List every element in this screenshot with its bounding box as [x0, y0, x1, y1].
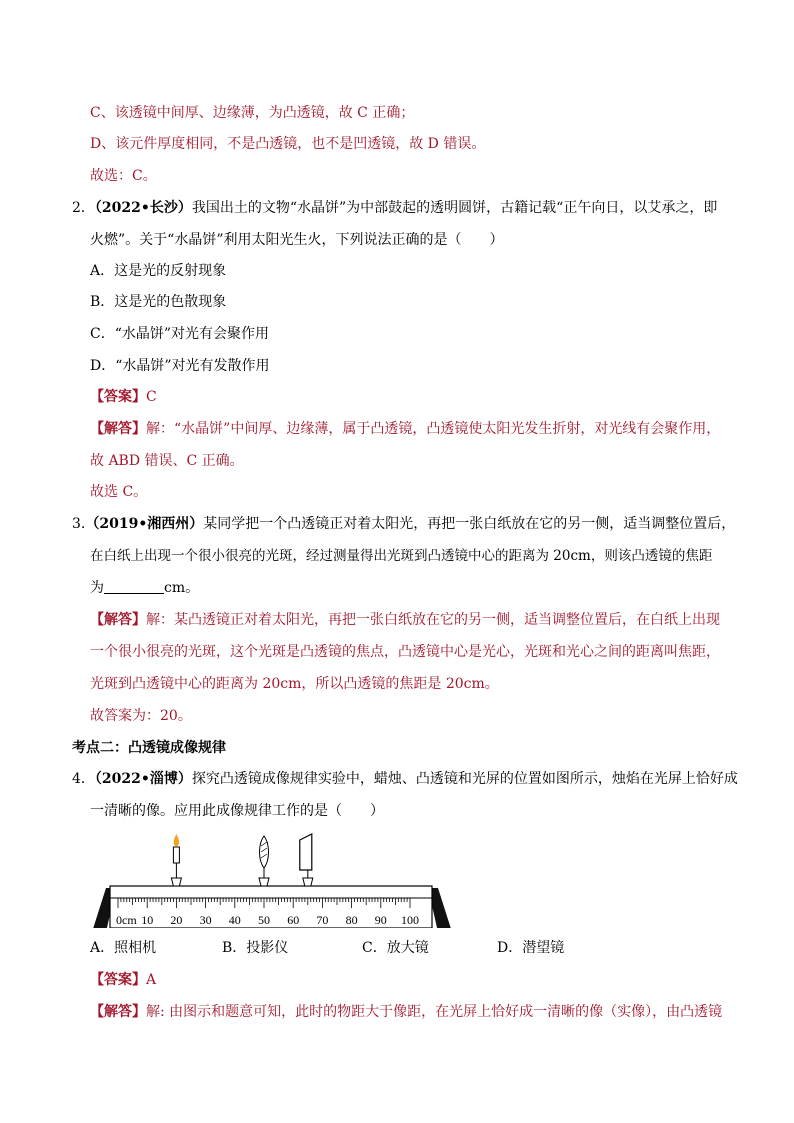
- q3-solution-line-2: 一个很小很亮的光斑，这个光斑是凸透镜的焦点，凸透镜中心是光心，光斑和光心之间的距离叫焦距，: [90, 644, 720, 660]
- q2-solution-line-1: [90, 419, 720, 439]
- scale-label: 40: [228, 913, 241, 927]
- scale-label: 70: [316, 913, 329, 927]
- q4-option-c: C．放大镜: [362, 940, 429, 956]
- q4-stem-line-2: 一清晰的像。应用此成像规律工作的是（ ）: [90, 803, 384, 819]
- optical-bench-figure: [92, 828, 452, 928]
- q2-solution-tag: 【解答】: [90, 421, 146, 437]
- q2-stem-line-2: 火燃”。关于“水晶饼”利用太阳光生火，下列说法正确的是（ ）: [90, 232, 504, 248]
- light-screen: [300, 834, 313, 886]
- q2-option-c: C．“水晶饼”对光有会聚作用: [90, 326, 270, 342]
- convex-lens: [259, 836, 269, 886]
- scale-label: 10: [141, 913, 154, 927]
- convex-lens-icon: [260, 836, 269, 868]
- q4-solution-text: 解: 由图示和题意可知，此时的物距大于像距，在光屏上恰好成一清晰的像（实像），由凸透镜: [146, 1004, 723, 1020]
- q1-option-c-analysis: C、该透镜中间厚、边缘薄，为凸透镜，故 C 正确；: [90, 105, 415, 121]
- q3-stem-post: cm。: [164, 580, 200, 596]
- screen-base: [303, 878, 313, 886]
- q2-answer: [90, 387, 157, 407]
- q3-solution-tag: 【解答】: [90, 612, 146, 628]
- q4-stem-text: 探究凸透镜成像规律实验中，蜡烛、凸透镜和光屏的位置如图所示，烛焰在光屏上恰好成: [191, 771, 738, 787]
- q4-solution-tag: 【解答】: [90, 1004, 146, 1020]
- q2-conclusion: 故选 C。: [90, 484, 148, 500]
- q3-source: （2019•湘西州）: [85, 516, 204, 532]
- q2-stem-text: 我国出土的文物“水晶饼”为中部鼓起的透明圆饼，古籍记载“正午向日，以艾承之，即: [191, 200, 718, 216]
- q1-option-d-analysis: D、该元件厚度相同，不是凸透镜，也不是凹透镜，故 D 错误。: [90, 136, 486, 152]
- scale-label: 90: [374, 913, 387, 927]
- q3-solution-text: 解：某凸透镜正对着太阳光，再把一张白纸放在它的另一侧，适当调整位置后，在白纸上出现: [146, 612, 720, 628]
- q2-stem-line-1: [72, 198, 717, 218]
- lens-base: [259, 878, 269, 886]
- q4-answer: [90, 970, 156, 990]
- light-screen-panel: [300, 834, 312, 870]
- q2-number: 2．: [72, 200, 95, 216]
- q2-option-d: D．“水晶饼”对光有发散作用: [90, 358, 270, 374]
- q2-answer-tag: 【答案】: [90, 389, 146, 405]
- q2-option-a: A．这是光的反射现象: [90, 263, 227, 279]
- q4-number: 4．: [72, 771, 95, 787]
- q3-stem-line-2: 在白纸上出现一个很小很亮的光斑，经过测量得出光斑到凸透镜中心的距离为 20cm，则该凸透镜的焦距: [90, 548, 713, 564]
- q4-option-d: D．潜望镜: [497, 940, 565, 956]
- scale-label: 100: [401, 913, 419, 927]
- scale-label: 20: [170, 913, 183, 927]
- q3-solution-line-1: [90, 610, 720, 630]
- q4-source: （2022•淄博）: [94, 771, 192, 787]
- q4-solution-line-1: [90, 1002, 722, 1022]
- q4-option-b: B．投影仪: [222, 940, 289, 956]
- q3-stem-text: 某同学把一个凸透镜正对着太阳光，再把一张白纸放在它的另一侧，适当调整位置后，: [203, 516, 736, 532]
- q2-source: （2022•长沙）: [94, 200, 192, 216]
- scale-label: 0cm: [116, 913, 137, 927]
- q1-conclusion: 故选：C。: [90, 168, 157, 184]
- section-title: 考点二：凸透镜成像规律: [72, 740, 226, 756]
- q4-answer-value: A: [146, 972, 157, 988]
- q2-option-b: B．这是光的色散现象: [90, 294, 227, 310]
- q3-stem-line-1: [72, 514, 735, 534]
- candle-flame-icon: [174, 834, 179, 846]
- q3-stem-line-3: [90, 578, 199, 598]
- q3-conclusion: 故答案为：20。: [90, 708, 192, 724]
- scale-label: 30: [199, 913, 212, 927]
- scale-label: 60: [287, 913, 300, 927]
- candle: [171, 834, 181, 886]
- q3-solution-line-3: 光斑到凸透镜中心的距离为 20cm，所以凸透镜的焦距是 20cm。: [90, 676, 499, 692]
- scale-label: 80: [345, 913, 358, 927]
- q2-solution-text: 解：“水晶饼”中间厚、边缘薄，属于凸透镜，凸透镜使太阳光发生折射，对光线有会聚作用，: [146, 421, 721, 437]
- q4-option-a: A．照相机: [90, 940, 157, 956]
- scale-label: 50: [258, 913, 270, 927]
- q2-answer-value: C: [146, 389, 157, 405]
- q3-answer-blank[interactable]: [104, 579, 164, 594]
- q3-stem-pre: 为: [90, 580, 104, 596]
- q4-answer-tag: 【答案】: [90, 972, 146, 988]
- candle-base: [171, 878, 181, 886]
- candle-body: [173, 847, 179, 863]
- q3-number: 3.: [72, 516, 86, 532]
- q4-stem-line-1: [72, 769, 738, 789]
- q2-solution-line-2: 故 ABD 错误、C 正确。: [90, 453, 244, 469]
